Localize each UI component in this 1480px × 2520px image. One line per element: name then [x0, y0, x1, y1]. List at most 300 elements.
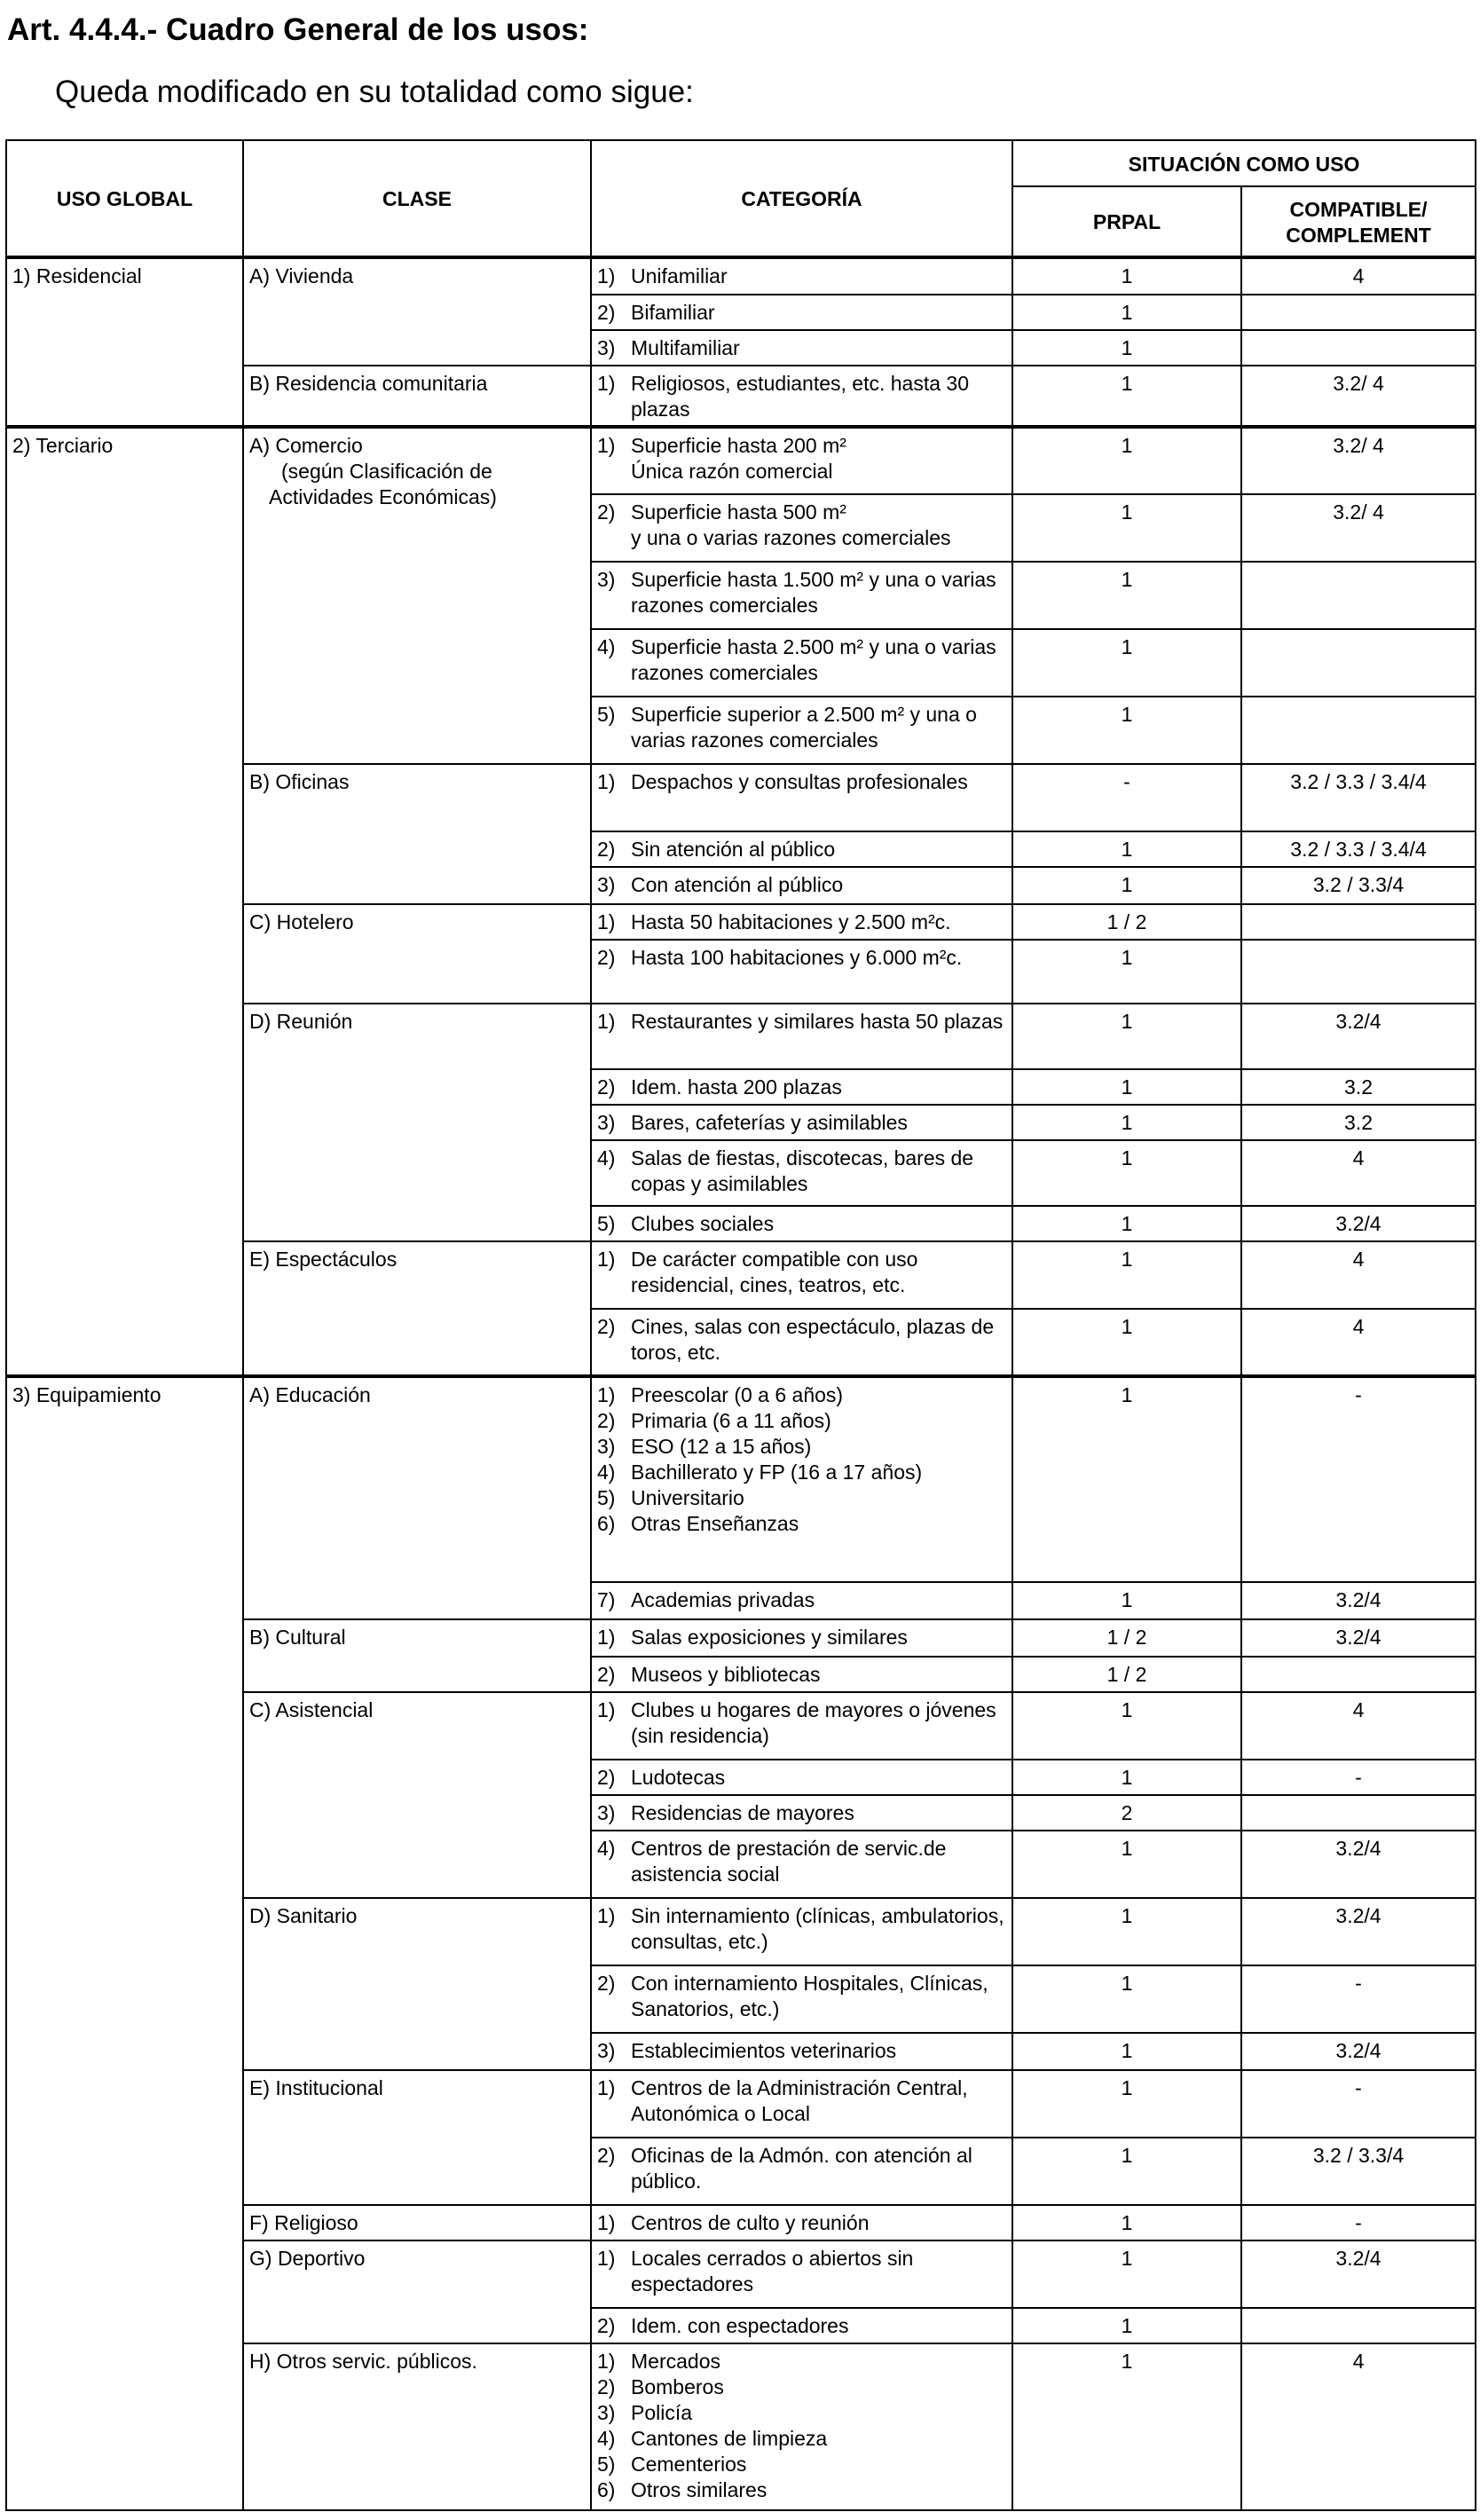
categoria-item — [597, 1460, 1006, 1485]
categoria-text: Academias privadas — [631, 1588, 815, 1611]
categoria-item — [597, 1075, 1006, 1100]
categoria-number: 1) — [597, 1904, 616, 1927]
categoria-item — [597, 2400, 1006, 2426]
categoria-item — [597, 1971, 1006, 2022]
categoria-item — [597, 1836, 1006, 1887]
categoria-text: Centros de la Administración Central, Autonómica o Local — [631, 2076, 968, 2125]
prpal-cell: 1 — [1012, 1309, 1241, 1376]
categoria-cell — [591, 330, 1012, 366]
categoria-text: Establecimientos veterinarios — [631, 2039, 897, 2062]
categoria-number: 3) — [597, 568, 616, 591]
table-header — [6, 140, 1476, 257]
compatible-cell: 4 — [1241, 1309, 1476, 1376]
prpal-cell: 1 — [1012, 2240, 1241, 2308]
categoria-number: 1) — [597, 434, 616, 457]
categoria-cell — [591, 904, 1012, 940]
clase-label: E) Institucional — [249, 2076, 383, 2099]
clase-cell — [243, 2343, 591, 2510]
compatible-cell — [1241, 940, 1476, 1004]
table-row — [6, 1376, 1476, 1582]
categoria-item — [597, 1110, 1006, 1136]
categoria-cell — [591, 1898, 1012, 1965]
clase-label: A) Educación — [249, 1383, 371, 1406]
compatible-cell: 4 — [1241, 1692, 1476, 1760]
prpal-cell: 1 — [1012, 629, 1241, 697]
categoria-number: 3) — [597, 2039, 616, 2062]
compatible-cell: 3.2/4 — [1241, 1619, 1476, 1657]
prpal-cell: 1 / 2 — [1012, 1657, 1241, 1692]
compatible-cell — [1241, 562, 1476, 629]
categoria-item — [597, 872, 1006, 898]
clase-label: D) Sanitario — [249, 1904, 358, 1927]
categoria-text: Centros de prestación de servic.de asistencia social — [631, 1837, 947, 1886]
categoria-text: Policía — [631, 2401, 693, 2424]
categoria-cell — [591, 295, 1012, 330]
categoria-item — [597, 1511, 1006, 1537]
uses-table — [5, 139, 1476, 2511]
categoria-item — [597, 1765, 1006, 1791]
categoria-text: Superficie hasta 500 m² — [631, 500, 846, 524]
prpal-cell: 1 — [1012, 2033, 1241, 2070]
prpal-cell: 1 — [1012, 1965, 1241, 2033]
categoria-item — [597, 2374, 1006, 2400]
table-row — [6, 427, 1476, 494]
categoria-item — [597, 1382, 1006, 1408]
prpal-cell: 1 — [1012, 330, 1241, 366]
categoria-text: Bifamiliar — [631, 301, 715, 324]
categoria-cell — [591, 2240, 1012, 2308]
categoria-cell — [591, 1795, 1012, 1831]
categoria-number: 1) — [597, 1010, 616, 1033]
clase-label: E) Espectáculos — [249, 1248, 398, 1271]
categoria-item — [597, 1587, 1006, 1613]
categoria-number: 2) — [597, 1409, 616, 1432]
categoria-text: Idem. con espectadores — [631, 2314, 849, 2337]
categoria-text: Multifamiliar — [631, 336, 740, 359]
categoria-number: 1) — [597, 1383, 616, 1406]
compatible-cell: 3.2/ 4 — [1241, 494, 1476, 562]
categoria-number: 7) — [597, 1588, 616, 1611]
categoria-item — [597, 945, 1006, 971]
categoria-item — [597, 1146, 1006, 1197]
categoria-number: 3) — [597, 1435, 616, 1458]
categoria-number: 3) — [597, 2401, 616, 2424]
categoria-number: 1) — [597, 770, 616, 793]
categoria-text: Superficie hasta 200 m² — [631, 434, 846, 457]
compatible-cell: 3.2 / 3.3 / 3.4/4 — [1241, 831, 1476, 867]
categoria-item — [597, 264, 1006, 289]
categoria-text: Sin atención al público — [631, 838, 836, 861]
compatible-cell: - — [1241, 1760, 1476, 1795]
prpal-cell: 1 — [1012, 831, 1241, 867]
categoria-number: 2) — [597, 1315, 616, 1338]
categoria-number: 2) — [597, 946, 616, 969]
categoria-text: Sin internamiento (clínicas, ambulatorios, consultas, etc.) — [631, 1904, 1004, 1953]
compatible-cell: 3.2/4 — [1241, 1206, 1476, 1241]
categoria-text: Superficie superior a 2.500 m² y una o varias razones comerciales — [631, 703, 977, 752]
prpal-cell: 1 — [1012, 697, 1241, 764]
categoria-cell — [591, 1206, 1012, 1241]
compatible-cell: - — [1241, 2070, 1476, 2138]
categoria-cell — [591, 257, 1012, 295]
categoria-text: Religiosos, estudiantes, etc. hasta 30 plazas — [631, 372, 970, 421]
prpal-cell: 1 — [1012, 1004, 1241, 1069]
categoria-cell — [591, 867, 1012, 904]
categoria-number: 1) — [597, 372, 616, 395]
compatible-cell: 3.2/ 4 — [1241, 366, 1476, 427]
categoria-number: 2) — [597, 2314, 616, 2337]
categoria-item — [597, 769, 1006, 795]
categoria-text: Locales cerrados o abiertos sin espectadores — [631, 2247, 914, 2296]
prpal-cell: 1 — [1012, 1760, 1241, 1795]
prpal-cell: 1 / 2 — [1012, 1619, 1241, 1657]
categoria-item — [597, 2143, 1006, 2194]
categoria-cell — [591, 1140, 1012, 1206]
prpal-cell: 1 — [1012, 1241, 1241, 1309]
categoria-number: 4) — [597, 2427, 616, 2450]
prpal-cell: 1 — [1012, 1105, 1241, 1140]
compatible-cell — [1241, 697, 1476, 764]
clase-cell — [243, 1004, 591, 1241]
categoria-number: 5) — [597, 1212, 616, 1235]
categoria-number: 4) — [597, 1461, 616, 1484]
clase-label: D) Reunión — [249, 1010, 353, 1033]
categoria-number: 2) — [597, 838, 616, 861]
categoria-number: 2) — [597, 500, 616, 524]
categoria-text: Bares, cafeterías y asimilables — [631, 1111, 908, 1134]
categoria-item — [597, 2477, 1006, 2503]
prpal-cell: 1 — [1012, 494, 1241, 562]
clase-label: B) Residencia comunitaria — [249, 372, 488, 395]
compatible-cell: 3.2/4 — [1241, 1004, 1476, 1069]
clase-cell — [243, 1619, 591, 1692]
categoria-text: Idem. hasta 200 plazas — [631, 1075, 842, 1099]
categoria-item — [597, 837, 1006, 862]
categoria-cell — [591, 1376, 1012, 1582]
compatible-cell: - — [1241, 1376, 1476, 1582]
categoria-text: Salas exposiciones y similares — [631, 1626, 908, 1649]
compatible-cell — [1241, 2308, 1476, 2343]
categoria-item — [597, 1314, 1006, 1366]
clase-label: H) Otros servic. públicos. — [249, 2350, 477, 2373]
categoria-item — [597, 2246, 1006, 2297]
categoria-cell — [591, 366, 1012, 427]
clase-cell — [243, 1692, 591, 1898]
categoria-cell — [591, 1831, 1012, 1898]
categoria-item — [597, 335, 1006, 361]
categoria-text: Superficie hasta 1.500 m² y una o varias razones comerciales — [631, 568, 996, 617]
prpal-cell: 1 — [1012, 257, 1241, 295]
categoria-item — [597, 702, 1006, 753]
prpal-cell: 1 — [1012, 1898, 1241, 1965]
uso-global-cell: 1) Residencial — [6, 257, 243, 427]
categoria-item — [597, 1247, 1006, 1298]
compatible-cell: 3.2/4 — [1241, 1582, 1476, 1619]
categoria-item — [597, 1434, 1006, 1460]
categoria-cell — [591, 494, 1012, 562]
categoria-text: Con internamiento Hospitales, Clínicas, Sanatorios, etc.) — [631, 1972, 988, 2020]
clase-label: B) Oficinas — [249, 770, 350, 793]
compatible-cell — [1241, 295, 1476, 330]
clase-cell — [243, 366, 591, 427]
categoria-number: 1) — [597, 2247, 616, 2270]
categoria-text: Clubes sociales — [631, 1212, 775, 1235]
categoria-text: Hasta 50 habitaciones y 2.500 m²c. — [631, 910, 951, 933]
categoria-item — [597, 634, 1006, 686]
compatible-cell: 3.2 — [1241, 1105, 1476, 1140]
compatible-cell: 3.2/4 — [1241, 2240, 1476, 2308]
categoria-item — [597, 1903, 1006, 1955]
compatible-cell: - — [1241, 1965, 1476, 2033]
header-categoria: CATEGORÍA — [591, 140, 1012, 257]
prpal-cell: 1 — [1012, 2308, 1241, 2343]
categoria-item — [597, 300, 1006, 326]
categoria-text: Salas de fiestas, discotecas, bares de copas y asimilables — [631, 1146, 974, 1195]
categoria-cell — [591, 1004, 1012, 1069]
uso-global-cell: 2) Terciario — [6, 427, 243, 1376]
categoria-item — [597, 2313, 1006, 2339]
categoria-item — [597, 2075, 1006, 2127]
categoria-text: Unifamiliar — [631, 264, 728, 287]
clase-cell — [243, 904, 591, 1004]
compatible-cell: 3.2 / 3.3/4 — [1241, 867, 1476, 904]
compatible-cell: - — [1241, 2205, 1476, 2240]
categoria-cell — [591, 1582, 1012, 1619]
categoria-cell — [591, 427, 1012, 494]
categoria-item — [597, 2210, 1006, 2236]
compatible-cell — [1241, 1795, 1476, 1831]
categoria-text: Universitario — [631, 1486, 744, 1509]
categoria-item — [597, 2038, 1006, 2064]
clase-label: G) Deportivo — [249, 2247, 366, 2270]
categoria-text: Bachillerato y FP (16 a 17 años) — [631, 1461, 923, 1484]
categoria-cell — [591, 2205, 1012, 2240]
clase-cell — [243, 2205, 591, 2240]
clase-label: (según Clasificación de — [281, 460, 492, 483]
compatible-cell — [1241, 629, 1476, 697]
categoria-number: 2) — [597, 1075, 616, 1099]
table-row — [6, 257, 1476, 295]
clase-label: F) Religioso — [249, 2211, 358, 2234]
clase-cell — [243, 1376, 591, 1619]
categoria-text-line2: Única razón comercial — [631, 460, 833, 483]
clase-cell — [243, 764, 591, 904]
clase-cell — [243, 1241, 591, 1376]
compatible-cell — [1241, 1657, 1476, 1692]
categoria-number: 4) — [597, 1837, 616, 1860]
categoria-number: 2) — [597, 301, 616, 324]
categoria-number: 2) — [597, 1766, 616, 1789]
categoria-text: Centros de culto y reunión — [631, 2211, 870, 2234]
categoria-cell — [591, 2138, 1012, 2205]
prpal-cell: 1 — [1012, 2070, 1241, 2138]
clase-label: B) Cultural — [249, 1626, 346, 1649]
categoria-cell — [591, 1309, 1012, 1376]
categoria-text: Cantones de limpieza — [631, 2427, 828, 2450]
prpal-cell: - — [1012, 764, 1241, 831]
categoria-cell — [591, 831, 1012, 867]
categoria-text: Restaurantes y similares hasta 50 plazas — [631, 1010, 1004, 1033]
categoria-number: 3) — [597, 336, 616, 359]
categoria-item — [597, 1211, 1006, 1237]
header-prpal: PRPAL — [1012, 186, 1241, 257]
clase-cell — [243, 427, 591, 764]
header-compatible: COMPATIBLE/ COMPLEMENT — [1241, 186, 1476, 257]
prpal-cell: 1 — [1012, 295, 1241, 330]
compatible-cell — [1241, 330, 1476, 366]
categoria-number: 6) — [597, 1512, 616, 1535]
categoria-number: 1) — [597, 2076, 616, 2099]
prpal-cell: 1 / 2 — [1012, 904, 1241, 940]
categoria-cell — [591, 1105, 1012, 1140]
categoria-cell — [591, 1692, 1012, 1760]
categoria-item — [597, 1800, 1006, 1826]
categoria-item — [597, 1485, 1006, 1511]
categoria-number: 2) — [597, 1972, 616, 1995]
categoria-item — [597, 1009, 1006, 1035]
categoria-number: 1) — [597, 1626, 616, 1649]
clase-label: A) Comercio — [249, 434, 363, 457]
clase-label: A) Vivienda — [249, 264, 354, 287]
compatible-cell: 3.2 / 3.3/4 — [1241, 2138, 1476, 2205]
categoria-number: 1) — [597, 1698, 616, 1721]
intro-text: Queda modificado en su totalidad como sigue: — [55, 75, 694, 109]
categoria-text: Residencias de mayores — [631, 1801, 854, 1824]
prpal-cell: 1 — [1012, 1376, 1241, 1582]
categoria-text: Clubes u hogares de mayores o jóvenes (sin residencia) — [631, 1698, 996, 1747]
categoria-item — [597, 371, 1006, 422]
clase-cell — [243, 2070, 591, 2205]
prpal-cell: 1 — [1012, 427, 1241, 494]
categoria-text: Ludotecas — [631, 1766, 726, 1789]
categoria-number: 5) — [597, 1486, 616, 1509]
categoria-item — [597, 433, 1006, 459]
categoria-text: Hasta 100 habitaciones y 6.000 m²c. — [631, 946, 963, 969]
categoria-text: Cines, salas con espectáculo, plazas de toros, etc. — [631, 1315, 995, 1364]
clase-cell — [243, 257, 591, 366]
categoria-item — [597, 2426, 1006, 2452]
categoria-number: 3) — [597, 873, 616, 896]
categoria-text: De carácter compatible con uso residencial, cines, teatros, etc. — [631, 1248, 918, 1296]
clase-label: Actividades Económicas) — [269, 485, 497, 508]
compatible-cell: 3.2/ 4 — [1241, 427, 1476, 494]
categoria-cell — [591, 2343, 1012, 2510]
categoria-number: 1) — [597, 910, 616, 933]
categoria-cell — [591, 2308, 1012, 2343]
prpal-cell: 1 — [1012, 2343, 1241, 2510]
categoria-item — [597, 1625, 1006, 1650]
categoria-item — [597, 2452, 1006, 2477]
compatible-cell: 4 — [1241, 1140, 1476, 1206]
categoria-item — [597, 567, 1006, 618]
categoria-item — [597, 1662, 1006, 1688]
prpal-cell: 1 — [1012, 366, 1241, 427]
categoria-text: Mercados — [631, 2350, 720, 2373]
compatible-cell: 3.2/4 — [1241, 1831, 1476, 1898]
categoria-text: Bomberos — [631, 2375, 724, 2398]
header-uso-global: USO GLOBAL — [6, 140, 243, 257]
prpal-cell: 1 — [1012, 1582, 1241, 1619]
categoria-item — [597, 1697, 1006, 1749]
categoria-cell — [591, 697, 1012, 764]
categoria-text: Superficie hasta 2.500 m² y una o varias razones comerciales — [631, 635, 996, 684]
prpal-cell: 1 — [1012, 1692, 1241, 1760]
categoria-number: 6) — [597, 2478, 616, 2501]
categoria-cell — [591, 1657, 1012, 1692]
prpal-cell: 1 — [1012, 1206, 1241, 1241]
categoria-text: Preescolar (0 a 6 años) — [631, 1383, 844, 1406]
clase-cell — [243, 2240, 591, 2343]
categoria-number: 5) — [597, 2453, 616, 2476]
clase-label: C) Hotelero — [249, 910, 354, 933]
compatible-cell: 3.2 — [1241, 1069, 1476, 1105]
categoria-cell — [591, 940, 1012, 1004]
categoria-cell — [591, 1965, 1012, 2033]
prpal-cell: 1 — [1012, 940, 1241, 1004]
prpal-cell: 1 — [1012, 1069, 1241, 1105]
uso-global-cell: 3) Equipamiento — [6, 1376, 243, 2510]
header-clase: CLASE — [243, 140, 591, 257]
prpal-cell: 1 — [1012, 562, 1241, 629]
compatible-cell: 4 — [1241, 257, 1476, 295]
compatible-cell: 3.2/4 — [1241, 1898, 1476, 1965]
categoria-cell — [591, 2033, 1012, 2070]
categoria-cell — [591, 629, 1012, 697]
categoria-text: Despachos y consultas profesionales — [631, 770, 968, 793]
compatible-cell — [1241, 904, 1476, 940]
categoria-number: 1) — [597, 2211, 616, 2234]
categoria-number: 2) — [597, 2375, 616, 2398]
categoria-number: 2) — [597, 2144, 616, 2167]
prpal-cell: 1 — [1012, 2138, 1241, 2205]
categoria-cell — [591, 562, 1012, 629]
categoria-item — [597, 500, 1006, 525]
categoria-number: 1) — [597, 1248, 616, 1271]
categoria-number: 1) — [597, 2350, 616, 2373]
prpal-cell: 1 — [1012, 1140, 1241, 1206]
page-title: Art. 4.4.4.- Cuadro General de los usos: — [7, 12, 589, 47]
categoria-text: Primaria (6 a 11 años) — [631, 1409, 831, 1432]
categoria-number: 4) — [597, 635, 616, 658]
categoria-cell — [591, 764, 1012, 831]
categoria-text: Oficinas de la Admón. con atención al público. — [631, 2144, 972, 2193]
categoria-number: 3) — [597, 1801, 616, 1824]
categoria-cell — [591, 1760, 1012, 1795]
prpal-cell: 2 — [1012, 1795, 1241, 1831]
categoria-text: Con atención al público — [631, 873, 844, 896]
categoria-cell — [591, 1069, 1012, 1105]
compatible-cell: 3.2/4 — [1241, 2033, 1476, 2070]
compatible-cell: 4 — [1241, 2343, 1476, 2510]
categoria-text: Museos y bibliotecas — [631, 1663, 821, 1686]
compatible-cell: 4 — [1241, 1241, 1476, 1309]
compatible-cell: 3.2 / 3.3 / 3.4/4 — [1241, 764, 1476, 831]
categoria-cell — [591, 1619, 1012, 1657]
header-situacion: SITUACIÓN COMO USO — [1012, 140, 1476, 186]
categoria-item — [597, 2349, 1006, 2374]
categoria-text: Cementerios — [631, 2453, 747, 2476]
categoria-number: 2) — [597, 1663, 616, 1686]
categoria-text-line2: y una o varias razones comerciales — [631, 526, 951, 549]
categoria-number: 3) — [597, 1111, 616, 1134]
categoria-number: 5) — [597, 703, 616, 726]
categoria-cell — [591, 2070, 1012, 2138]
table-body — [6, 257, 1476, 2510]
categoria-text: ESO (12 a 15 años) — [631, 1435, 812, 1458]
categoria-cell — [591, 1241, 1012, 1309]
prpal-cell: 1 — [1012, 867, 1241, 904]
categoria-number: 4) — [597, 1146, 616, 1169]
